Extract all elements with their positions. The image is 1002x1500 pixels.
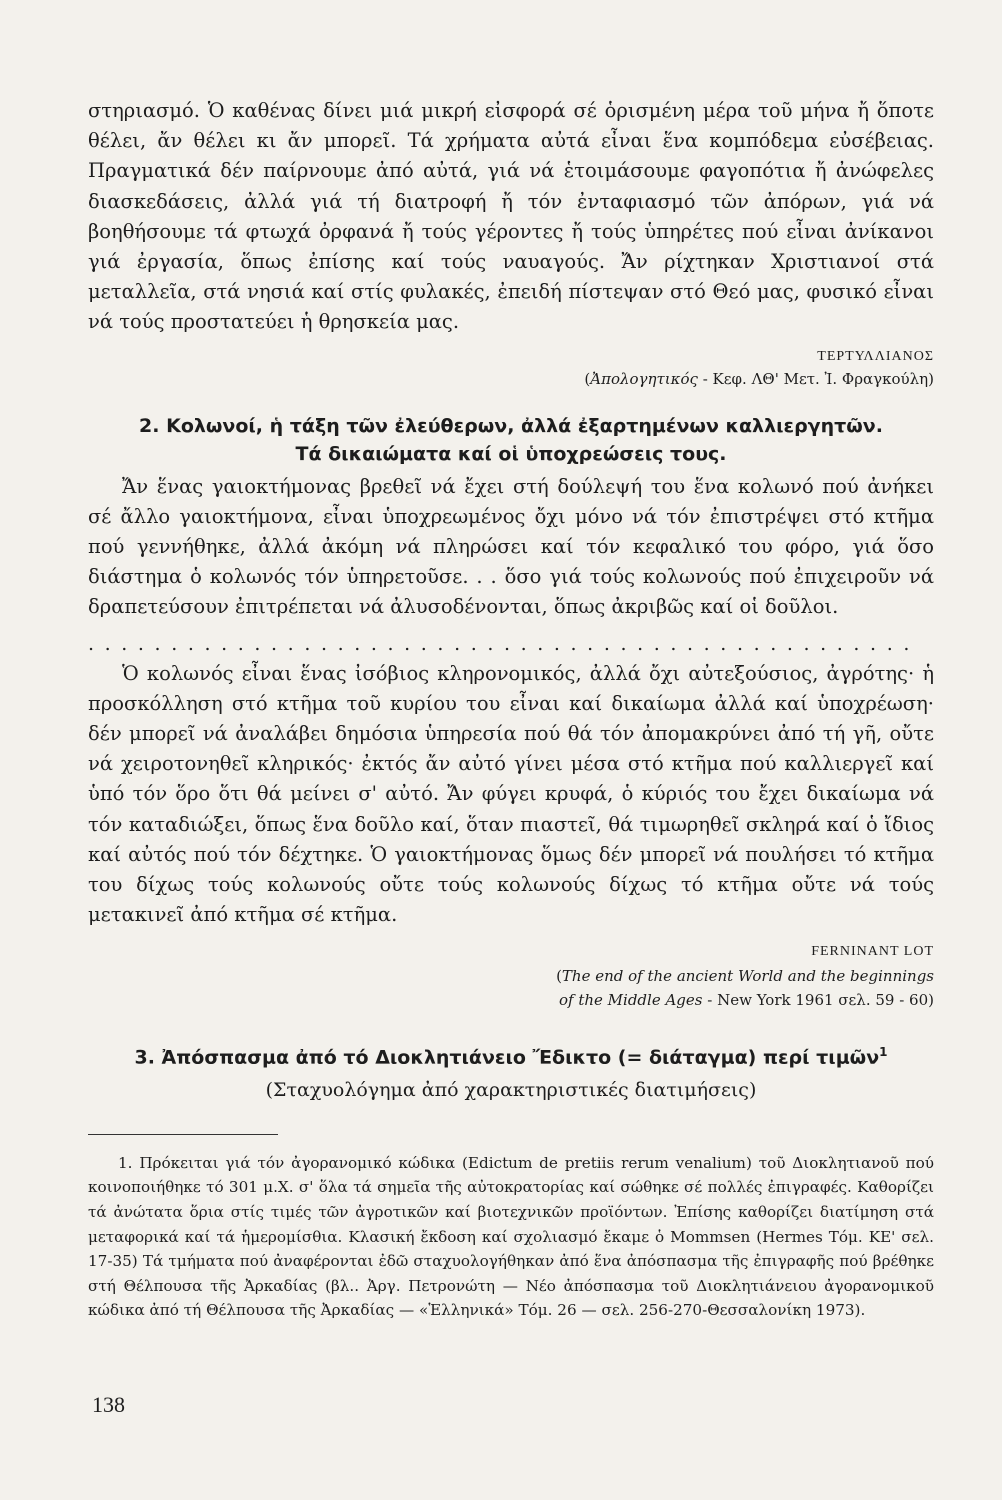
ellipsis-separator: .................................................. (88, 632, 920, 655)
footnote-1: 1. Πρόκειται γιά τόν ἀγορανομικό κώδικα (Edictum de pretiis rerum venalium) τοῦ Διοκλητιανοῦ πού κοινοποιήθηκε τό 301 μ.Χ. σ' ὅλα τά σημεῖα τῆς αὐτοκρατορίας καί σώθηκε σέ πολλές ἐπιγραφές. Καθορίζει τά ἀνώτατα ὅρια στίς τιμές τῶν ἀγροτικῶν καί βιοτεχνικῶν προϊόντων. Ἐπίσης καθορίζει διατίμηση στά μεταφορικά καί τά ἡμερομίσθια. Κλασική ἔκδοση καί σχολιασμό ἔκαμε ὁ Mommsen (Hermes Τόμ. ΚΕ' σελ. 17-35) Τά τμήματα πού ἀναφέρονται ἐδῶ σταχυολογήθηκαν ἀπό ἕνα ἀπόσπασμα τῆς ἐπιγραφῆς πού βρέθηκε στή Θέλπουσα τῆς Ἀρκαδίας (βλ.. Ἀργ. Πετρονώτη — Νέο ἀπόσπασμα τοῦ Διοκλητιάνειου ἀγορανομικοῦ κώδικα ἀπό τή Θέλπουσα τῆς Ἀρκαδίας — «Ἑλληνικά» Τόμ. 26 — σελ. 256-270-Θεσσαλονίκη 1973). (88, 1153, 934, 1320)
section-3-heading (88, 1038, 934, 1103)
tertullian-citation (88, 346, 934, 390)
citation-author: ΤΕΡΤΥΛΛΙΑΝΟΣ (817, 348, 934, 364)
section-2-title-line2: Τά δικαιώματα καί οἱ ὑποχρεώσεις τους. (295, 442, 727, 465)
section-2-paragraph-1: Ἄν ἕνας γαιοκτήμονας βρεθεῖ νά ἔχει στή δούλεψή του ἕνα κολωνό πού ἀνήκει σέ ἄλλο γαιοκτήμονα, εἶναι ὑποχρεωμένος ὄχι μόνο νά τόν ἐπιστρέψει στό κτῆμα πού γεννήθηκε, ἀλλά ἀκόμη νά πληρώσει καί τόν κεφαλικό του φόρο, γιά ὅσο διάστημα ὁ κολωνός τόν ὑπηρετοῦσε. . . ὅσο γιά τούς κολωνούς πού ἐπιχειροῦν νά δραπετεύσουν ἐπιτρέπεται νά ἀλυσοδένονται, ὅπως ἀκριβῶς καί οἱ δοῦλοι. (88, 474, 934, 619)
citation-source-title: Ἀπολογητικός (590, 369, 698, 388)
section-3-subtitle: (Σταχυολόγημα ἀπό χαρακτηριστικές διατιμήσεις) (265, 1078, 757, 1101)
section-2-paragraph-2: Ὁ κολωνός εἶναι ἕνας ἰσόβιος κληρονομικός, ἀλλά ὄχι αὐτεξούσιος, ἀγρότης· ἡ προσκόλληση στό κτῆμα τοῦ κυρίου του εἶναι καί δικαίωμα ἀλλά καί ὑποχρέωση· δέν μπορεῖ νά ἀναλάβει δημόσια ὑπηρεσία πού θά τόν ἀπομακρύνει ἀπό τή γῆ, οὔτε νά χειροτονηθεῖ κληρικός· ἐκτός ἄν αὐτό γίνει μέσα στό κτῆμα πού καλλιεργεῖ καί ὑπό τόν ὅρο ὅτι θά μείνει σ' αὐτό. Ἄν φύγει κρυφά, ὁ κύριός του ἔχει δικαίωμα νά τόν καταδιώξει, ὅπως ἕνα δοῦλο καί, ὅταν πιαστεῖ, θά τιμωρηθεῖ σκληρά καί ὁ ἴδιος καί αὐτός πού τόν δέχτηκε. Ὁ γαιοκτήμονας ὅμως δέν μπορεῖ νά πουλήσει τό κτῆμα του δίχως τούς κολωνούς οὔτε τούς κολωνούς δίχως τό κτῆμα οὔτε νά τούς μετακινεῖ ἀπό κτῆμα σέ κτῆμα. (88, 661, 934, 927)
section-2-title-line1: 2. Κολωνοί, ἡ τάξη τῶν ἐλεύθερων, ἀλλά ἐξαρτημένων καλλιεργητῶν. (139, 414, 883, 437)
lot-citation-source-line1: (The end of the ancient World and the beginnings (556, 967, 934, 986)
footnote-reference: 1 (879, 1045, 888, 1060)
page-body (88, 96, 934, 1323)
section-2-heading (88, 412, 934, 468)
lot-citation (88, 940, 934, 1012)
lot-citation-author: FERNINANT LOT (811, 944, 934, 960)
section-3-title-text: 3. Ἀπόσπασμα ἀπό τό Διοκλητιάνειο Ἔδικτο (= διάταγμα) περί τιμῶν (134, 1046, 880, 1069)
section-3-title (88, 1038, 934, 1071)
citation-source-rest: - Κεφ. ΛΘ' Μετ. Ἰ. Φραγκούλη (697, 369, 929, 388)
lot-citation-source-title-end: of the Middle Ages (558, 991, 703, 1010)
lot-citation-source-rest: - New York 1961 σελ. 59 - 60 (702, 991, 929, 1010)
footnote-divider (88, 1134, 278, 1135)
citation-source: (Ἀπολογητικός - Κεφ. ΛΘ' Μετ. Ἰ. Φραγκούλη) (584, 369, 934, 388)
page-number: 138 (92, 1392, 125, 1417)
lot-citation-source-line2: of the Middle Ages - New York 1961 σελ. 59 - 60) (558, 991, 934, 1010)
tertullian-quote: στηριασμό. Ὁ καθένας δίνει μιά μικρή εἰσφορά σέ ὁρισμένη μέρα τοῦ μήνα ἤ ὅποτε θέλει, ἄν θέλει κι ἄν μπορεῖ. Τά χρήματα αὐτά εἶναι ἕνα κομπόδεμα εὐσέβειας. Πραγματικά δέν παίρνουμε ἀπό αὐτά, γιά νά ἑτοιμάσουμε φαγοπότια ἤ ἀνώφελες διασκεδάσεις, ἀλλά γιά τή διατροφή ἤ τόν ἐνταφιασμό τῶν ἀπόρων, γιά νά βοηθήσουμε τά φτωχά ὀρφανά ἤ τούς γέροντες ἤ τούς ὑπηρέτες πού εἶναι ἀνίκανοι γιά ἐργασία, ὅπως ἐπίσης καί τούς ναυαγούς. Ἄν ρίχτηκαν Χριστιανοί στά μεταλλεῖα, στά νησιά καί στίς φυλακές, ἐπειδή πίστεψαν στό Θεό μας, φυσικό εἶναι νά τούς προστατεύει ἡ θρησκεία μας. (88, 99, 934, 334)
lot-citation-source-title: The end of the ancient World and the beginnings (561, 967, 934, 986)
